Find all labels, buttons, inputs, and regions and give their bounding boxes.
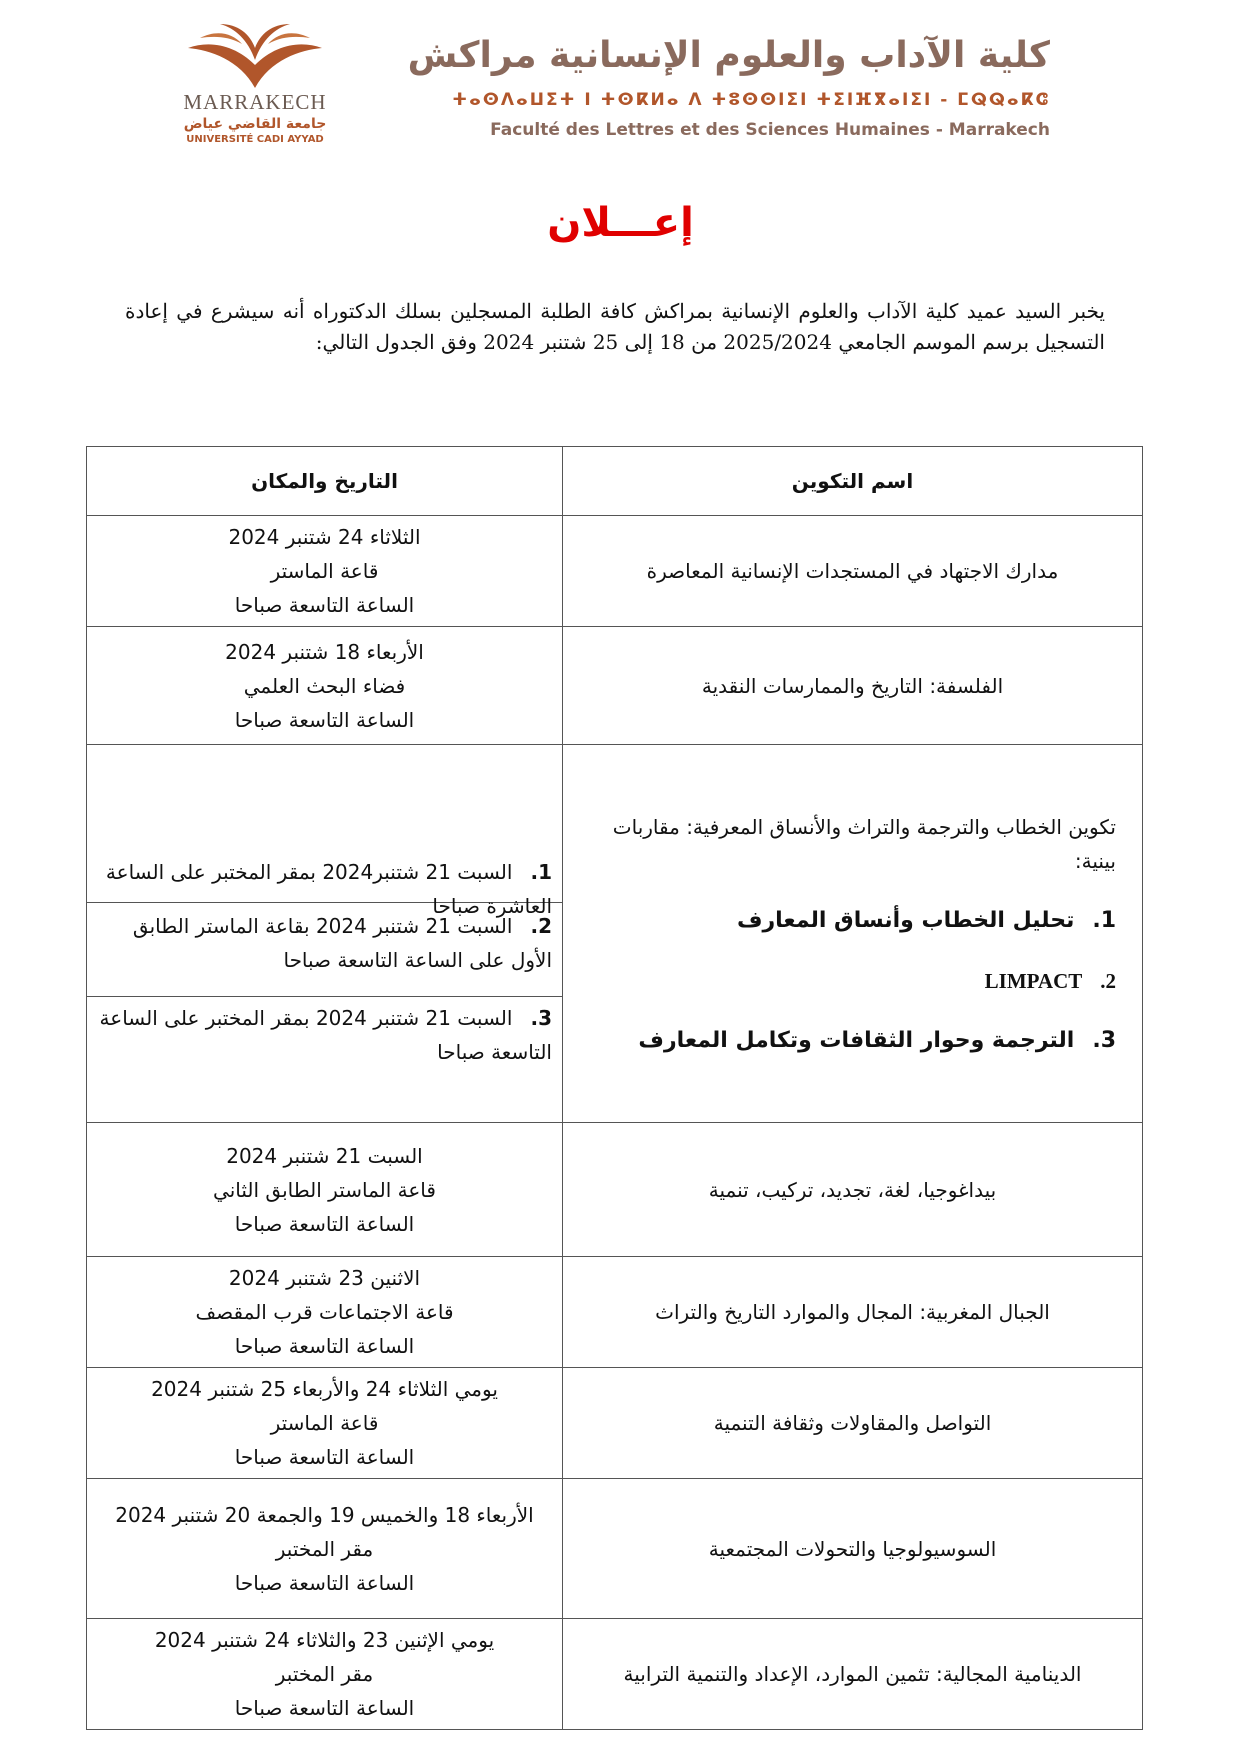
schedule-cell bbox=[87, 1368, 563, 1479]
program-group-cell bbox=[563, 745, 1143, 1123]
schedule-cell bbox=[87, 516, 563, 627]
program-name: الجبال المغربية: المجال والموارد التاريخ والتراث bbox=[563, 1257, 1143, 1368]
logo-city: MARRAKECH bbox=[183, 90, 327, 114]
faculty-name-ar: كلية الآداب والعلوم الإنسانية مراكش bbox=[407, 35, 1050, 76]
announcement-intro: يخبر السيد عميد كلية الآداب والعلوم الإنسانية بمراكش كافة الطلبة المسجلين بسلك الدكتوراه أنه سيشرع في إعادة التسجيل برسم الموسم الجامعي 2025/2024 من 18 إلى 25 شتنبر 2024 وفق الجدول التالي: bbox=[125, 299, 1105, 354]
program-name: الفلسفة: التاريخ والممارسات النقدية bbox=[563, 627, 1143, 745]
schedule-place: مقر المختبر bbox=[275, 1536, 374, 1561]
announcement-title: إعـــلان bbox=[547, 200, 694, 246]
sub-schedule: 1.السبت 21 شتنبر2024 بمقر المختبر على الساعة العاشرة صباحا bbox=[87, 745, 562, 903]
program-name: بيداغوجيا، لغة، تجديد، تركيب، تنمية bbox=[563, 1123, 1143, 1257]
schedule-place: قاعة الماستر bbox=[270, 1411, 379, 1435]
sub-program: 1.تحليل الخطاب وأنساق المعارف bbox=[736, 907, 1116, 933]
schedule-date: يومي الثلاثاء 24 والأربعاء 25 شتنبر 2024 bbox=[151, 1377, 498, 1401]
sub-schedule-cell bbox=[87, 745, 563, 1123]
logo-university-ar: جامعة القاضي عياض bbox=[183, 116, 327, 132]
program-column-header: اسم التكوين bbox=[563, 447, 1143, 516]
program-name: السوسيولوجيا والتحولات المجتمعية bbox=[563, 1479, 1143, 1619]
logo-emblem-icon bbox=[180, 20, 330, 92]
schedule-place: فضاء البحث العلمي bbox=[243, 673, 406, 698]
faculty-name-fr: Faculté des Lettres et des Sciences Humaines - Marrakech bbox=[490, 120, 1050, 140]
program-group-intro: تكوين الخطاب والترجمة والتراث والأنساق المعرفية: مقاربات بينية: bbox=[612, 814, 1116, 873]
schedule-place: قاعة الاجتماعات قرب المقصف bbox=[195, 1300, 454, 1324]
schedule-time: الساعة التاسعة صباحا bbox=[234, 1334, 415, 1358]
header bbox=[170, 20, 1050, 150]
table-header-row bbox=[87, 447, 1143, 516]
sub-program: 2.LIMPACT bbox=[984, 968, 1116, 993]
schedule-time: الساعة التاسعة صباحا bbox=[234, 707, 415, 732]
table-row bbox=[87, 627, 1143, 745]
table-row bbox=[87, 1368, 1143, 1479]
schedule-date: الاثنين 23 شتنبر 2024 bbox=[228, 1266, 421, 1290]
schedule-cell bbox=[87, 1619, 563, 1730]
schedule-time: الساعة التاسعة صباحا bbox=[234, 593, 415, 617]
schedule-time: الساعة التاسعة صباحا bbox=[234, 1696, 415, 1720]
table-row bbox=[87, 1123, 1143, 1257]
schedule-cell bbox=[87, 627, 563, 745]
schedule-time: الساعة التاسعة صباحا bbox=[234, 1445, 415, 1469]
table-row bbox=[87, 1257, 1143, 1368]
logo-university-fr: UNIVERSITÉ CADI AYYAD bbox=[186, 134, 324, 145]
table-row-special bbox=[87, 745, 1143, 1123]
schedule-cell bbox=[87, 1123, 563, 1257]
schedule-place: قاعة الماستر الطابق الثاني bbox=[213, 1177, 436, 1202]
program-name: مدارك الاجتهاد في المستجدات الإنسانية المعاصرة bbox=[563, 516, 1143, 627]
table-row bbox=[87, 516, 1143, 627]
schedule-date: يومي الإثنين 23 والثلاثاء 24 شتنبر 2024 bbox=[154, 1628, 495, 1652]
schedule-date: الأربعاء 18 شتنبر 2024 bbox=[225, 639, 424, 664]
datetime-column-header: التاريخ والمكان bbox=[87, 447, 563, 516]
schedule-table bbox=[86, 446, 1143, 1730]
university-logo bbox=[170, 20, 340, 150]
schedule-cell bbox=[87, 1479, 563, 1619]
table-row bbox=[87, 1479, 1143, 1619]
sub-schedule: 2.السبت 21 شتنبر 2024 بقاعة الماستر الطابق الأول على الساعة التاسعة صباحا bbox=[87, 903, 562, 997]
sub-schedule: 3.السبت 21 شتنبر 2024 بمقر المختبر على الساعة التاسعة صباحا bbox=[99, 1006, 552, 1064]
sub-program: 3.الترجمة وحوار الثقافات وتكامل المعارف bbox=[638, 1027, 1116, 1053]
schedule-place: قاعة الماستر bbox=[270, 559, 379, 583]
schedule-date: الأربعاء 18 والخميس 19 والجمعة 20 شتنبر 2024 bbox=[115, 1502, 534, 1527]
faculty-name-tifinagh: ⵜⴰⵙⴷⴰⵡⵉⵜ ⵏ ⵜⵙⴽⵍⴰ ⴷ ⵜⵓⵙⵙⵏⵉⵏ ⵜⵉⵏⴼⴳⴰⵏⵉⵏ - ⵎⵕⵕⴰⴽⵛ bbox=[452, 90, 1050, 110]
program-name: التواصل والمقاولات وثقافة التنمية bbox=[563, 1368, 1143, 1479]
schedule-date: الثلاثاء 24 شتنبر 2024 bbox=[228, 525, 421, 549]
schedule-cell bbox=[87, 1257, 563, 1368]
table-row bbox=[87, 1619, 1143, 1730]
schedule-time: الساعة التاسعة صباحا bbox=[234, 1211, 415, 1236]
schedule-place: مقر المختبر bbox=[275, 1662, 374, 1686]
schedule-time: الساعة التاسعة صباحا bbox=[234, 1570, 415, 1595]
schedule-date: السبت 21 شتنبر 2024 bbox=[226, 1143, 423, 1168]
program-name: الدينامية المجالية: تثمين الموارد، الإعداد والتنمية الترابية bbox=[563, 1619, 1143, 1730]
